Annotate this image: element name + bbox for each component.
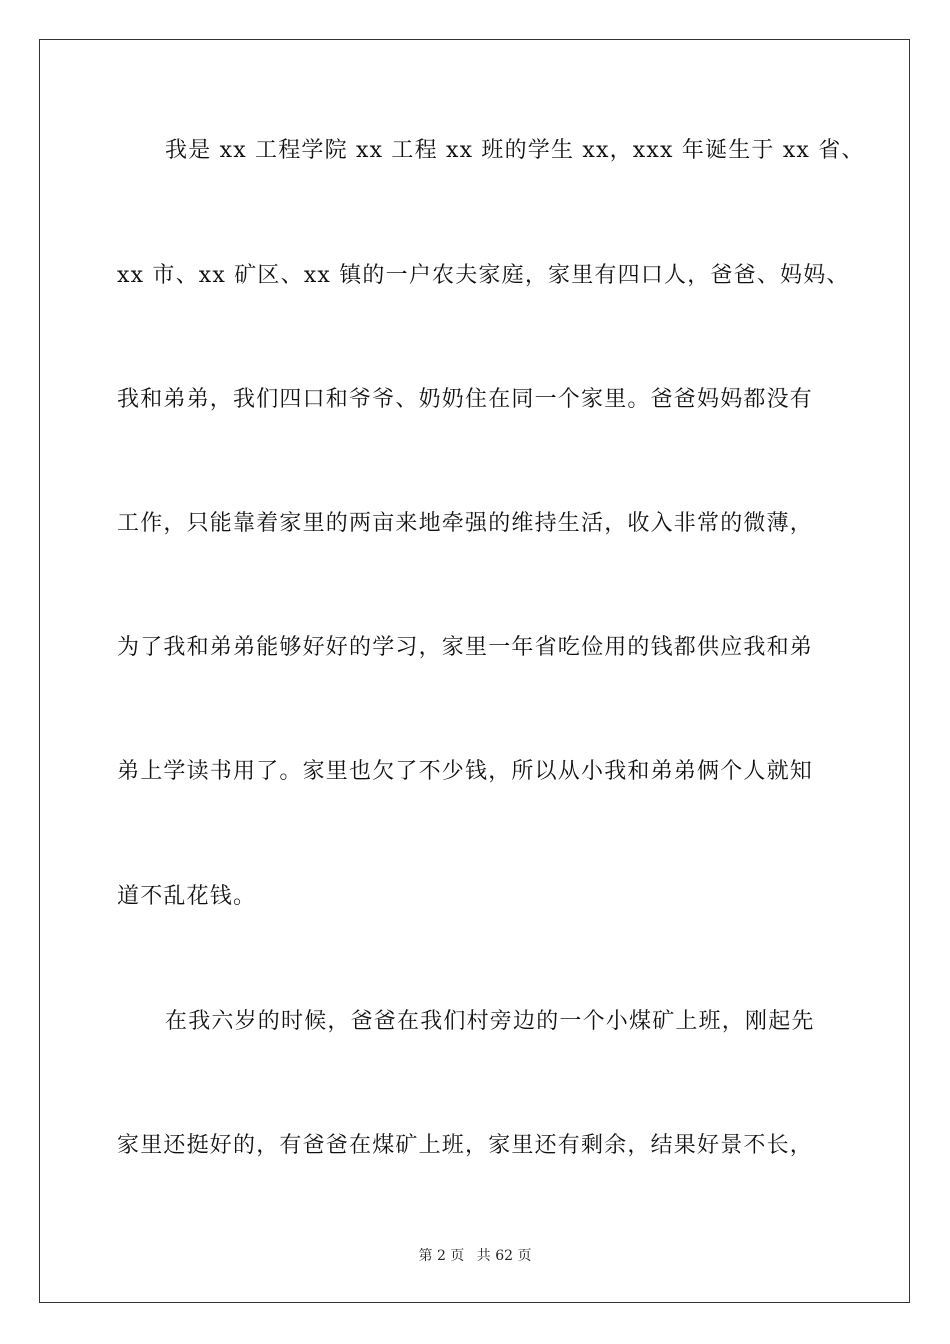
text-line: 家里还挺好的，有爸爸在煤矿上班，家里还有剩余，结果好景不长， <box>117 1133 814 1158</box>
text-line: 为了我和弟弟能够好好的学习，家里一年省吃俭用的钱都供应我和弟 <box>117 635 814 660</box>
text-line: 弟上学读书用了。家里也欠了不少钱，所以从小我和弟弟俩个人就知 <box>117 759 814 784</box>
text-line: xx 市、xx 矿区、xx 镇的一户农夫家庭，家里有四口人，爸爸、妈妈、 <box>117 263 850 288</box>
page-border <box>39 39 910 1303</box>
text-line: 道不乱花钱。 <box>117 884 257 909</box>
text-line: 我和弟弟，我们四口和爷爷、奶奶住在同一个家里。爸爸妈妈都没有 <box>117 387 814 412</box>
page-total: 共 62 页 <box>476 1248 532 1264</box>
page-footer <box>0 1246 950 1266</box>
page-number: 第 2 页 <box>418 1248 465 1264</box>
text-line: 工作，只能靠着家里的两亩来地牵强的维持生活，收入非常的微薄， <box>117 511 814 536</box>
text-line: 在我六岁的时候，爸爸在我们村旁边的一个小煤矿上班，刚起先 <box>165 1009 815 1034</box>
text-line: 我是 xx 工程学院 xx 工程 xx 班的学生 xx，xxx 年诞生于 xx 省、 <box>165 138 865 163</box>
